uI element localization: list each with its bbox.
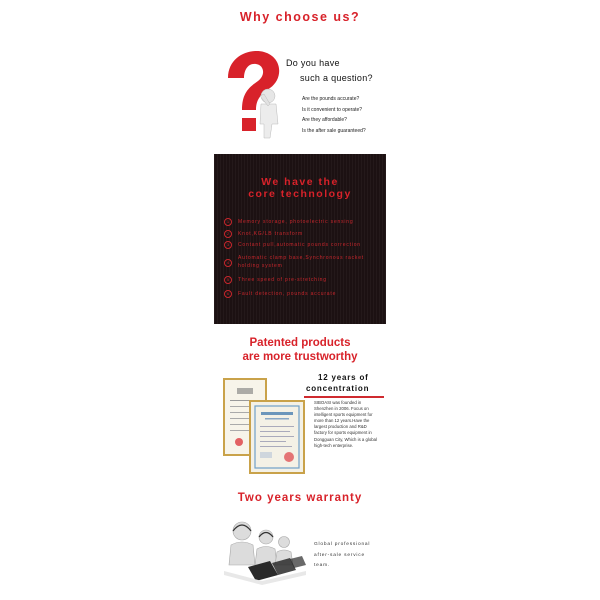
list-item: Are they affordable? bbox=[302, 117, 347, 123]
question-heading bbox=[286, 56, 373, 86]
feature-number-badge: 2 bbox=[224, 230, 232, 238]
feature-item bbox=[224, 230, 384, 238]
feature-number-badge: 4 bbox=[224, 259, 232, 267]
feature-number-badge: 5 bbox=[224, 276, 232, 284]
list-item: Are the pounds accurate? bbox=[302, 96, 360, 102]
quality-certificate-image bbox=[249, 400, 305, 474]
feature-number-badge: 3 bbox=[224, 241, 232, 249]
feature-item bbox=[224, 241, 384, 249]
feature-item bbox=[224, 218, 384, 226]
feature-number-badge: 1 bbox=[224, 218, 232, 226]
patented-products-heading bbox=[214, 336, 386, 364]
question-mark-figure-icon bbox=[220, 48, 290, 140]
warranty-line-2: after-sale service bbox=[314, 552, 365, 558]
question-list bbox=[302, 94, 366, 136]
list-item: Is the after sale guaranteed? bbox=[302, 127, 366, 134]
feature-number-badge: 6 bbox=[224, 290, 232, 298]
core-technology-heading bbox=[214, 176, 386, 200]
red-divider bbox=[304, 396, 384, 398]
feature-text: Memory storage, photoelectric sensing bbox=[238, 219, 354, 225]
years-heading-line-2: concentration bbox=[306, 384, 370, 393]
certificate-document-icon bbox=[251, 402, 303, 472]
core-technology-heading-line-1: We have the bbox=[261, 176, 339, 188]
feature-text: Three speed of pre-stretching bbox=[238, 277, 327, 283]
patented-heading-line-1: Patented products bbox=[249, 337, 351, 349]
feature-text: Automatic clamp base,Synchronous racket holding system bbox=[238, 255, 364, 269]
question-line-1: Do you have bbox=[286, 58, 340, 68]
feature-text: Knot,KG/LB transform bbox=[238, 231, 303, 237]
company-description: SIBOASI was founded in Shenzhen in 2006. Focus on intelligent sports equipment for more than 12 years.Have the largest production and R&D factory for sports equipment in Dongguan City, Which is a global high-tech enterprise. bbox=[314, 400, 377, 448]
core-technology-panel bbox=[214, 154, 386, 324]
feature-text: Contant pull,automatic pounds correction bbox=[238, 242, 361, 248]
feature-text: Fault detection, pounds accurate bbox=[238, 291, 337, 297]
why-choose-us-heading: Why choose us? bbox=[239, 10, 361, 24]
patented-heading-line-2: are more trustworthy bbox=[242, 351, 358, 363]
feature-item bbox=[224, 290, 384, 298]
feature-item bbox=[224, 254, 384, 270]
list-item: Is it convenient to operate? bbox=[302, 106, 363, 113]
core-technology-heading-line-2: core technology bbox=[248, 188, 352, 200]
warranty-heading: Two years warranty bbox=[237, 492, 363, 504]
years-concentration-heading bbox=[306, 372, 369, 394]
customer-service-team-icon bbox=[222, 515, 306, 585]
warranty-line-1: Global professional bbox=[314, 542, 371, 547]
feature-item bbox=[224, 276, 384, 284]
question-line-2: such a question? bbox=[300, 73, 373, 83]
warranty-line-3: team. bbox=[314, 563, 330, 568]
years-heading-line-1: 12 years of bbox=[318, 373, 369, 382]
warranty-description bbox=[314, 540, 384, 572]
